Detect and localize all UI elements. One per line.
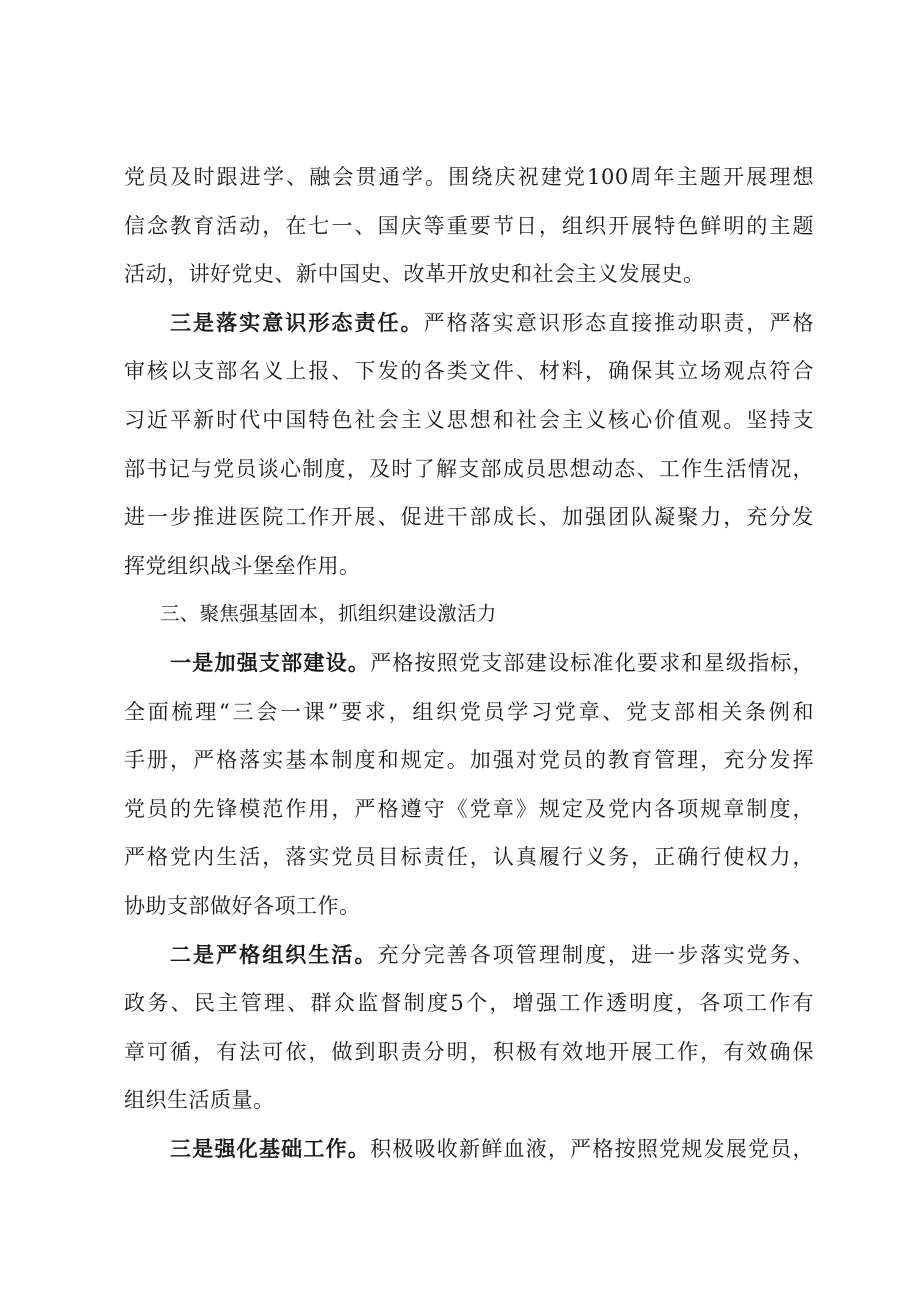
- paragraph-text: 充分完善各项管理制度，进一步落实党务、: [377, 942, 814, 967]
- section-heading: 三、聚焦强基固本，抓组织建设激活力: [160, 602, 497, 626]
- paragraph-lead: 一是加强支部建设。: [170, 650, 371, 675]
- paragraph-text: 积极吸收新鲜血液，严格按照党规发展党员，: [370, 1136, 815, 1161]
- paragraph-lead: 三是强化基础工作。: [170, 1136, 371, 1161]
- document-page: [124, 153, 814, 1173]
- paragraph-line: 组织生活质量。: [124, 1088, 275, 1113]
- paragraph-first-line: [124, 639, 814, 688]
- paragraph-text: 严格按照党支部建设标准化要求和星级指标，: [370, 650, 815, 675]
- paragraph-line: 严格党内生活，落实党员目标责任，认真履行义务，正确行使权力，: [124, 845, 814, 870]
- paragraph-line: 党员的先锋模范作用，严格遵守《党章》规定及党内各项规章制度，: [124, 796, 814, 821]
- paragraph-text: 严格落实意识形态直接推动职责，严格: [423, 310, 815, 335]
- paragraph-line: 协助支部做好各项工作。: [124, 893, 361, 918]
- paragraph-line: 信念教育活动，在七一、国庆等重要节日，组织开展特色鲜明的主题: [124, 213, 814, 238]
- paragraph-line: 部书记与党员谈心制度，及时了解支部成员思想动态、工作生活情况，: [124, 456, 814, 481]
- paragraph-line: 进一步推进医院工作开展、促进干部成长、加强团队凝聚力，充分发: [124, 505, 814, 530]
- paragraph-line: 活动，讲好党史、新中国史、改革开放史和社会主义发展史。: [124, 262, 705, 287]
- paragraph-line: 章可循，有法可依，做到职责分明，积极有效地开展工作，有效确保: [124, 1039, 814, 1064]
- paragraph-line: 审核以支部名义上报、下发的各类文件、材料，确保其立场观点符合: [124, 359, 814, 384]
- paragraph-line: 习近平新时代中国特色社会主义思想和社会主义核心价值观。坚持支: [124, 407, 814, 432]
- paragraph-first-line: [124, 299, 814, 348]
- paragraph-line: 政务、民主管理、群众监督制度5个，增强工作透明度，各项工作有: [124, 991, 814, 1016]
- paragraph-line: 党员及时跟进学、融会贯通学。围绕庆祝建党100周年主题开展理想: [124, 165, 814, 189]
- paragraph-line: 手册，严格落实基本制度和规定。加强对党员的教育管理，充分发挥: [124, 748, 814, 773]
- paragraph-first-line: [124, 931, 814, 980]
- paragraph-lead: 二是严格组织生活。: [170, 942, 378, 967]
- paragraph-line: 挥党组织战斗堡垒作用。: [124, 553, 361, 578]
- paragraph-lead: 三是落实意识形态责任。: [170, 310, 424, 335]
- paragraph-line: 全面梳理“三会一课”要求，组织党员学习党章、党支部相关条例和: [124, 699, 814, 724]
- paragraph-first-line: [124, 1125, 814, 1174]
